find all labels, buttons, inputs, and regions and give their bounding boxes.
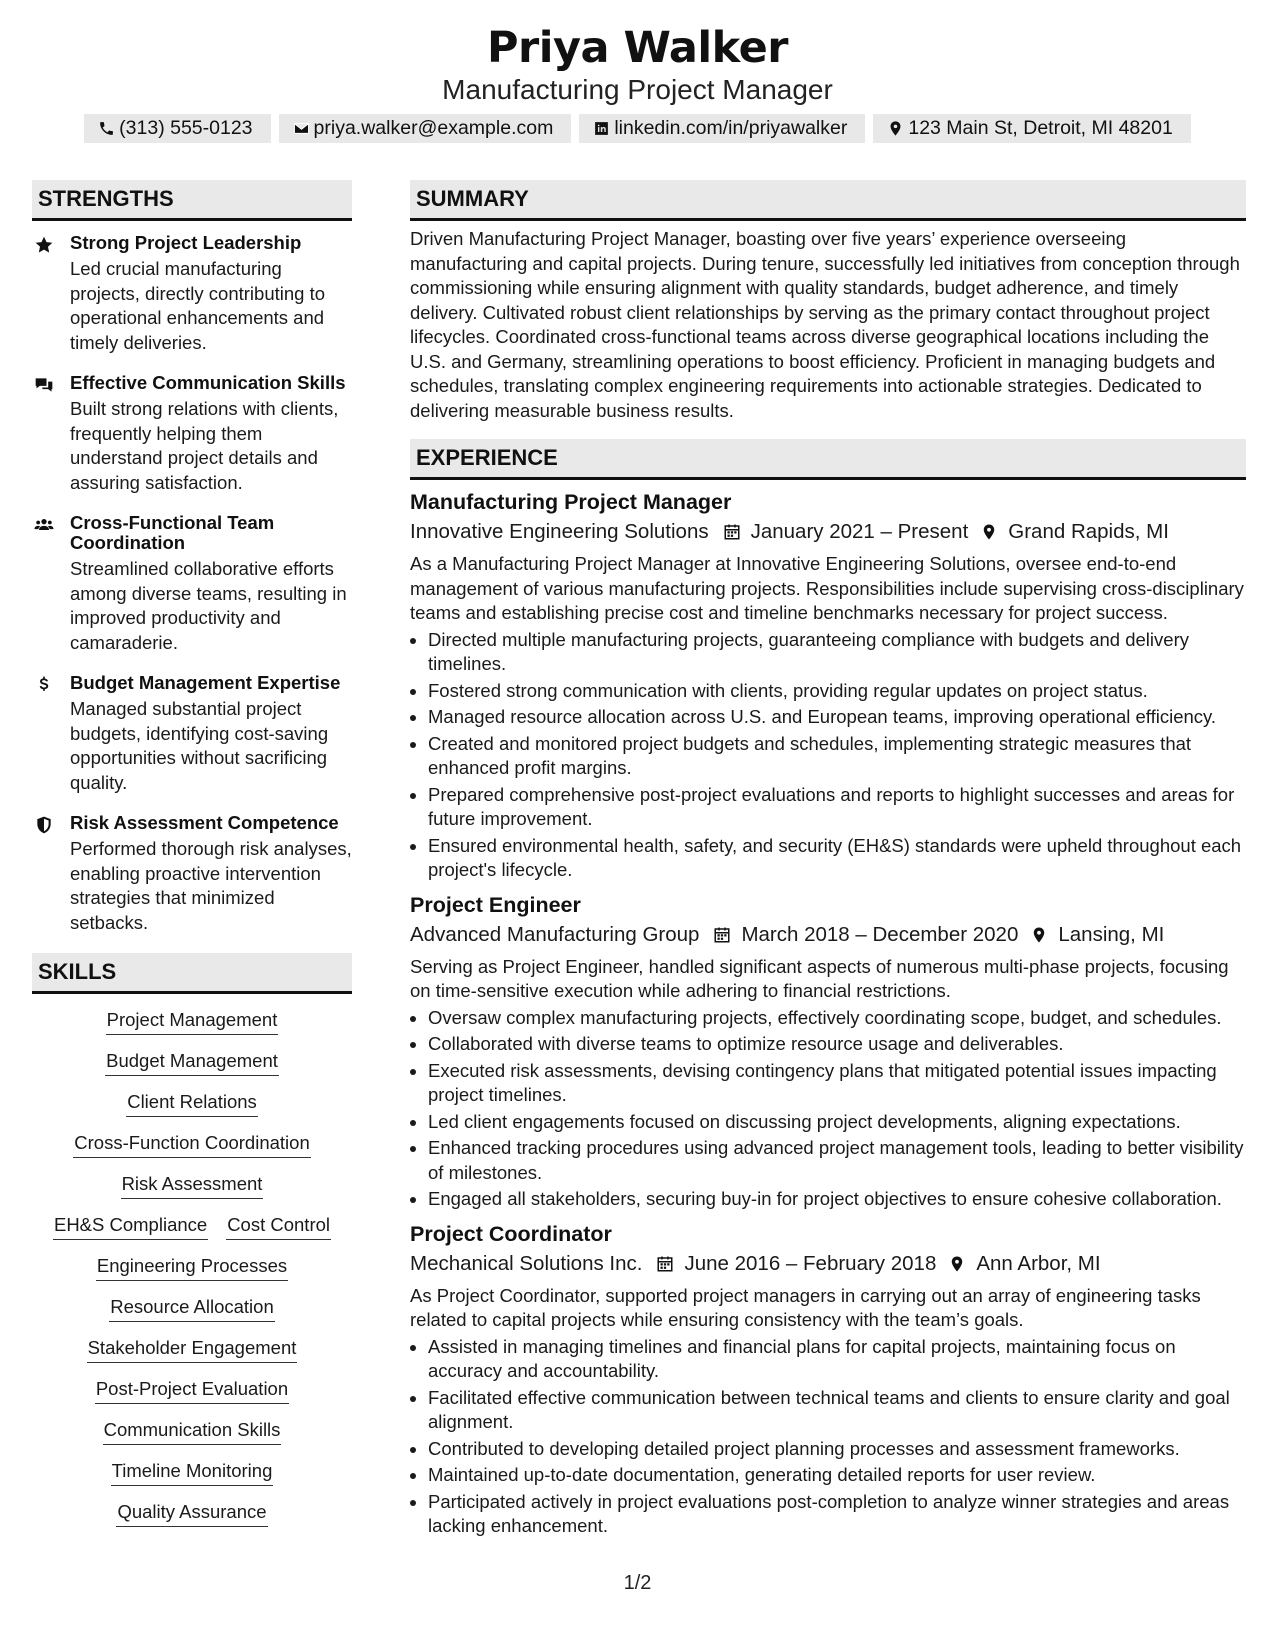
bullet-item: • Led client engagements focused on discussing project developments, aligning expectations. — [428, 1110, 1246, 1135]
job-location: Grand Rapids, MI — [1008, 520, 1169, 543]
bullet-item: • Contributed to developing detailed project planning processes and assessment frameworks. — [428, 1437, 1246, 1462]
map-pin-icon — [980, 523, 998, 541]
bullet-item: • Enhanced tracking procedures using advanced project management tools, leading to better visibility of milestones. — [428, 1136, 1246, 1185]
skill-tag: Timeline Monitoring — [111, 1459, 274, 1486]
job-bullets — [410, 1006, 1246, 1212]
contact-phone-text: (313) 555-0123 — [119, 117, 253, 139]
contact-bar — [0, 114, 1275, 143]
skill-tag: EH&S Compliance — [53, 1213, 208, 1240]
job-title: Project Engineer — [410, 892, 581, 917]
bullet-item: • Fostered strong communication with clients, providing regular updates on project status. — [428, 679, 1246, 704]
right-column — [410, 180, 1246, 1541]
job-description: Serving as Project Engineer, handled significant aspects of numerous multi-phase projects, focusing on time-sensitive execution while adhering to financial restrictions. — [410, 955, 1229, 1001]
experience-heading: EXPERIENCE — [410, 439, 1246, 480]
skill-tag: Post-Project Evaluation — [95, 1377, 289, 1404]
skill-tag: Budget Management — [105, 1049, 279, 1076]
skill-tag: Communication Skills — [103, 1418, 282, 1445]
candidate-name: Priya Walker — [487, 23, 788, 73]
strength-title: Cross-Functional Team Coordination — [70, 512, 275, 553]
job-company: Advanced Manufacturing Group — [410, 922, 700, 946]
bullet-item: • Created and monitored project budgets and schedules, implementing strategic measures that enhanced profit margins. — [428, 732, 1246, 781]
strength-desc: Streamlined collaborative efforts among diverse teams, resulting in improved productivity and camaraderie. — [70, 558, 347, 653]
skill-tag: Project Management — [106, 1008, 279, 1035]
job-location: Lansing, MI — [1058, 922, 1165, 946]
job-description: As Project Coordinator, supported project managers in carrying out an array of engineering tasks related to capital projects while ensuring consistency with the team’s goals. — [410, 1284, 1201, 1330]
job-meta — [410, 919, 1246, 951]
skill-tag: Risk Assessment — [121, 1172, 264, 1199]
summary-text: Driven Manufacturing Project Manager, boasting over five years’ experience overseeing manufacturing and capital projects. During tenure, successfully led initiatives from conception through commissioning while ensuring alignment with quality standards, budget adherence, and timely delivery. Cultivated robust client relationships by serving as the primary contact throughout project lifecycles. Coordinated cross-functional teams across diverse geographical locations including the U.S. and Germany, streamlining operations to boost efficiency. Proficient in managing budgets and schedules, translating complex engineering requirements into actionable strategies. Dedicated to delivering measurable business results. — [410, 228, 1240, 421]
candidate-title: Manufacturing Project Manager — [442, 74, 833, 105]
strength-item — [32, 513, 352, 655]
bullet-item: • Oversaw complex manufacturing projects, effectively coordinating scope, budget, and schedules. — [428, 1006, 1246, 1031]
page-number: 1/2 — [623, 1572, 652, 1594]
job-description: As a Manufacturing Project Manager at Innovative Engineering Solutions, oversee end-to-end management of various manufacturing projects. Responsibilities include supervising cross-disciplinary teams and establishing precise cost and timeline benchmarks necessary for project success. — [410, 553, 1244, 623]
star-icon — [34, 235, 54, 255]
job-bullets — [410, 1335, 1246, 1539]
job-company: Mechanical Solutions Inc. — [410, 1251, 643, 1275]
bullet-item: • Engaged all stakeholders, securing buy-in for project objectives to ensure cohesive collaboration. — [428, 1187, 1246, 1212]
job-title: Project Coordinator — [410, 1221, 612, 1246]
strength-desc: Led crucial manufacturing projects, directly contributing to operational enhancements and timely deliveries. — [70, 258, 326, 353]
strengths-heading: STRENGTHS — [32, 180, 352, 221]
bullet-item: • Executed risk assessments, devising contingency plans that mitigated potential issues impacting project timelines. — [428, 1059, 1246, 1108]
strength-item — [32, 373, 352, 495]
dollar-icon — [34, 675, 54, 695]
contact-email[interactable] — [279, 114, 572, 143]
strength-item — [32, 233, 352, 355]
skill-tag: Client Relations — [126, 1090, 258, 1117]
strength-title: Budget Management Expertise — [70, 672, 341, 693]
contact-linkedin[interactable] — [579, 114, 865, 143]
skill-tag: Resource Allocation — [109, 1295, 275, 1322]
job-entry — [410, 488, 1246, 883]
contact-phone[interactable] — [84, 114, 270, 143]
strength-item — [32, 813, 352, 935]
comments-icon — [34, 375, 54, 395]
job-title: Manufacturing Project Manager — [410, 490, 732, 514]
strength-desc: Built strong relations with clients, frequently helping them understand project details and assuring satisfaction. — [70, 398, 339, 493]
job-dates: March 2018 – December 2020 — [741, 922, 1019, 946]
left-column — [32, 180, 352, 1527]
contact-linkedin-text: linkedin.com/in/priyawalker — [614, 117, 848, 139]
bullet-item: • Prepared comprehensive post-project evaluations and reports to highlight successes and areas for future improvement. — [428, 783, 1246, 832]
bullet-item: • Participated actively in project evaluations post-completion to analyze winner strategies and areas lacking enhancement. — [428, 1490, 1246, 1539]
skill-tag: Engineering Processes — [96, 1254, 288, 1281]
job-bullets — [410, 628, 1246, 883]
job-meta — [410, 1248, 1246, 1280]
linkedin-icon — [593, 120, 610, 137]
bullet-item: • Collaborated with diverse teams to optimize resource usage and deliverables. — [428, 1032, 1246, 1057]
envelope-icon — [293, 120, 310, 137]
skill-tag: Cross-Function Coordination — [73, 1131, 310, 1158]
bullet-item: • Maintained up-to-date documentation, generating detailed reports for user review. — [428, 1463, 1246, 1488]
strength-title: Effective Communication Skills — [70, 372, 346, 393]
strengths-list — [32, 233, 352, 935]
job-dates: June 2016 – February 2018 — [684, 1251, 937, 1275]
job-meta — [410, 516, 1246, 548]
users-icon — [34, 515, 54, 535]
calendar-icon — [723, 523, 741, 541]
contact-address-text: 123 Main St, Detroit, MI 48201 — [908, 117, 1173, 139]
calendar-icon — [713, 926, 731, 944]
resume-header — [0, 22, 1275, 106]
contact-address — [873, 114, 1190, 143]
bullet-item: • Facilitated effective communication between technical teams and clients to ensure clarity and goal alignment. — [428, 1386, 1246, 1435]
strength-desc: Performed thorough risk analyses, enabling proactive intervention strategies that minimized setbacks. — [70, 838, 352, 933]
skills-list — [32, 1008, 352, 1527]
skill-tag: Stakeholder Engagement — [87, 1336, 298, 1363]
summary-heading: SUMMARY — [410, 180, 1246, 221]
strength-item — [32, 673, 352, 795]
map-pin-icon — [887, 120, 904, 137]
strength-title: Risk Assessment Competence — [70, 812, 339, 833]
bullet-item: • Assisted in managing timelines and financial plans for capital projects, maintaining focus on accuracy and accountability. — [428, 1335, 1246, 1384]
bullet-item: • Managed resource allocation across U.S. and European teams, improving operational efficiency. — [428, 705, 1246, 730]
bullet-item: • Directed multiple manufacturing projects, guaranteeing compliance with budgets and delivery timelines. — [428, 628, 1246, 677]
skill-tag: Quality Assurance — [116, 1500, 267, 1527]
phone-icon — [98, 120, 115, 137]
map-pin-icon — [948, 1255, 966, 1273]
contact-email-text: priya.walker@example.com — [313, 117, 554, 139]
strength-desc: Managed substantial project budgets, identifying cost-saving opportunities without sacrificing quality. — [70, 698, 329, 793]
job-entry — [410, 1220, 1246, 1539]
strength-title: Strong Project Leadership — [70, 232, 302, 253]
job-entry — [410, 891, 1246, 1212]
bullet-item: • Ensured environmental health, safety, and security (EH&S) standards were upheld throughout each project's lifecycle. — [428, 834, 1246, 883]
job-company: Innovative Engineering Solutions — [410, 520, 709, 543]
skill-tag: Cost Control — [226, 1213, 331, 1240]
shield-icon — [34, 815, 54, 835]
job-dates: January 2021 – Present — [750, 520, 969, 543]
map-pin-icon — [1030, 926, 1048, 944]
calendar-icon — [656, 1255, 674, 1273]
job-location: Ann Arbor, MI — [976, 1251, 1101, 1275]
skills-heading: SKILLS — [32, 953, 352, 994]
